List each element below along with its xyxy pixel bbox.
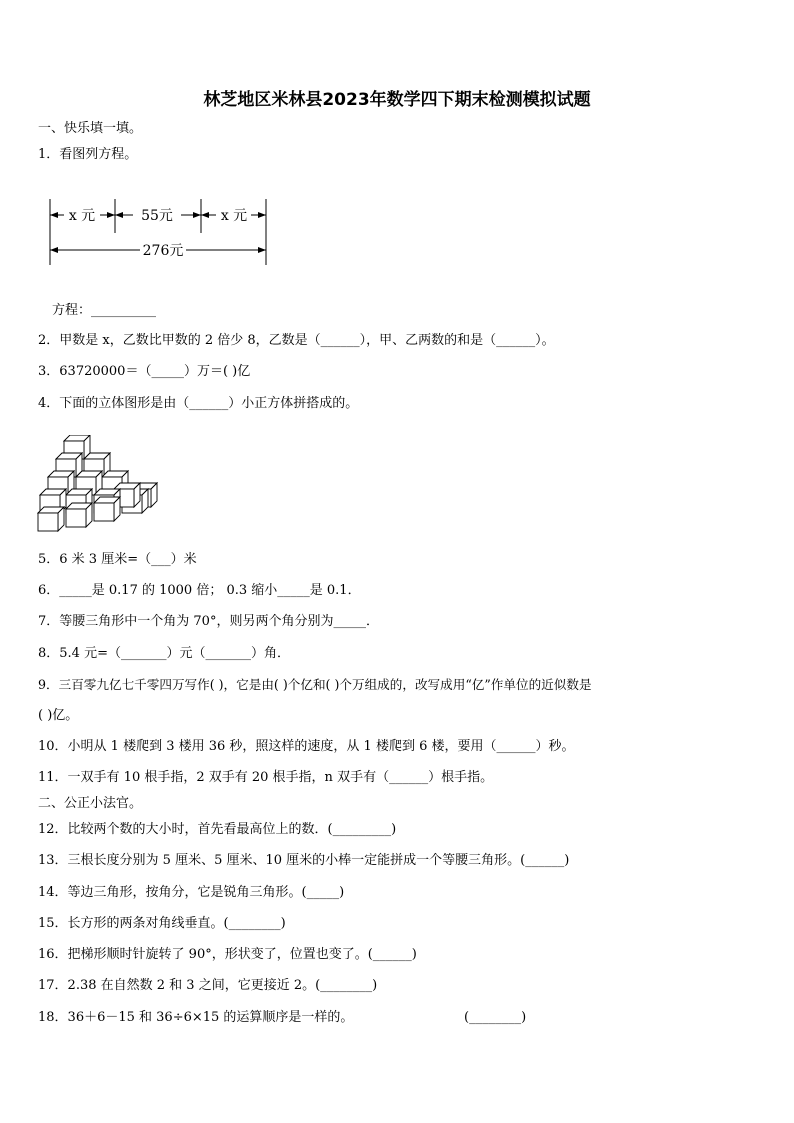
question-17: 17．2.38 在自然数 2 和 3 之间，它更接近 2。(________) xyxy=(38,978,378,993)
question-16: 16．把梯形顺时针旋转了 90°，形状变了，位置也变了。(______) xyxy=(38,947,417,962)
question-15: 15．长方形的两条对角线垂直。(________) xyxy=(38,916,286,931)
segment-label-x-right: x 元 xyxy=(220,208,248,224)
section-heading-true-false: 二、公正小法官。 xyxy=(38,796,143,811)
question-10: 10．小明从 1 楼爬到 3 楼用 36 秒，照这样的速度，从 1 楼爬到 6 楼，要用（______）秒。 xyxy=(38,739,575,754)
question-5: 5．6 米 3 厘米=（___）米 xyxy=(38,552,197,567)
question-8: 8．5.4 元=（_______）元（_______）角． xyxy=(38,646,290,661)
question-18-blank: (________) xyxy=(464,1010,527,1025)
total-label: 276元 xyxy=(142,243,184,259)
question-13: 13．三根长度分别为 5 厘米、5 厘米、10 厘米的小棒一定能拼成一个等腰三角形。(______) xyxy=(38,853,570,868)
page-title: 林芝地区米林县2023年数学四下期末检测模拟试题 xyxy=(203,90,591,110)
cube-stack-figure xyxy=(36,435,158,535)
question-9: 9．三百零九亿七千零四万写作( )，它是由( )个亿和( )个万组成的，改写成用“亿”作单位的近似数是 xyxy=(38,677,592,692)
question-3: 3．63720000＝（_____）万＝( )亿 xyxy=(38,364,251,379)
question-2: 2．甲数是 x，乙数比甲数的 2 倍少 8，乙数是（______），甲、乙两数的和是（______）。 xyxy=(38,333,555,348)
question-14: 14．等边三角形，按角分，它是锐角三角形。(_____) xyxy=(38,885,345,900)
segment-label-x-left: x 元 xyxy=(68,208,96,224)
question-9-continued: ( )亿。 xyxy=(38,708,79,723)
segment-label-55: 55元 xyxy=(141,208,173,224)
line-segment-diagram xyxy=(44,193,274,269)
question-4: 4．下面的立体图形是由（______）小正方体拼搭成的。 xyxy=(38,396,359,411)
question-7: 7．等腰三角形中一个角为 70°，则另两个角分别为_____． xyxy=(38,614,379,629)
question-12: 12．比较两个数的大小时，首先看最高位上的数．(_________) xyxy=(38,822,397,837)
equation-blank: 方程：__________ xyxy=(52,303,157,318)
question-6: 6．_____是 0.17 的 1000 倍； 0.3 缩小_____是 0.1． xyxy=(38,583,361,598)
question-18: 18．36＋6－15 和 36÷6×15 的运算顺序是一样的。 xyxy=(38,1010,354,1025)
question-1: 1．看图列方程。 xyxy=(38,147,138,162)
section-heading-fill-in: 一、快乐填一填。 xyxy=(38,121,143,136)
question-11: 11．一双手有 10 根手指，2 双手有 20 根手指，n 双手有（______）根手指。 xyxy=(38,770,494,785)
